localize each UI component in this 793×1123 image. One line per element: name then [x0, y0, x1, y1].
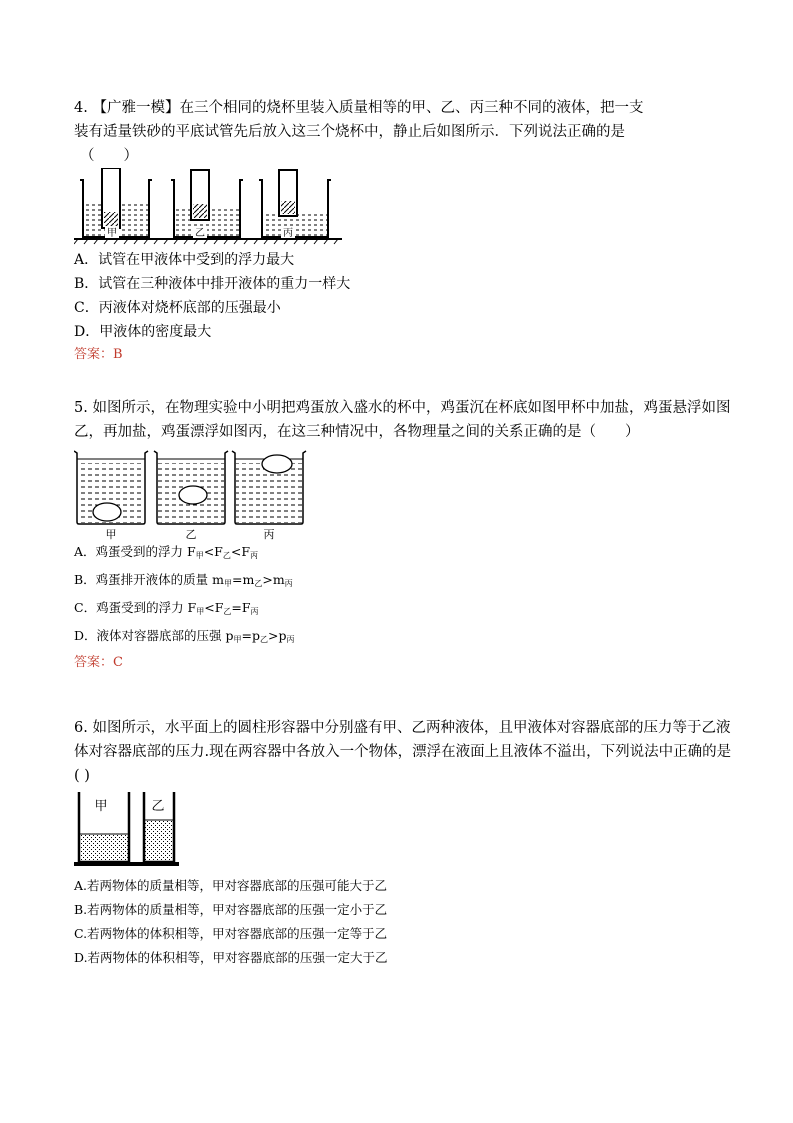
q6-figure-containers [74, 792, 184, 870]
q4-stem-line3: （ ） [80, 148, 138, 164]
q4-option-c: C．丙液体对烧杯底部的压强最小 [74, 300, 281, 316]
q5-beaker-jia [74, 451, 148, 524]
question-4 [74, 96, 724, 366]
q6-stem-line1: 6. 如图所示，水平面上的圆柱形容器中分别盛有甲、乙两种液体，且甲液体对容器底部的压力等于乙液 [74, 720, 731, 736]
q5-beaker-yi [154, 451, 228, 524]
q6-option-c: C.若两物体的体积相等，甲对容器底部的压强一定等于乙 [74, 926, 388, 941]
q4-label-jia: 甲 [107, 228, 117, 239]
q4-stem-line1: 4. 【广雅一模】在三个相同的烧杯里装入质量相等的甲、乙、丙三种不同的液体，把一支 [74, 100, 644, 116]
question-5 [74, 396, 731, 674]
q5-figure-beakers [74, 448, 314, 540]
q5-option-d: D．液体对容器底部的压强 $p_甲=p_乙>p_丙$ [74, 628, 295, 644]
q6-option-d: D.若两物体的体积相等，甲对容器底部的压强一定大于乙 [74, 950, 388, 965]
q4-label-bing: 丙 [283, 228, 293, 239]
q6-option-a: A.若两物体的质量相等，甲对容器底部的压强可能大于乙 [74, 878, 388, 893]
q4-label-yi: 乙 [195, 228, 205, 239]
q6-stem-line3: ( ) [74, 768, 90, 784]
q5-label-yi: 乙 [185, 528, 197, 540]
q5-option-b: B．鸡蛋排开液体的质量 $m_甲=m_乙>m_丙$ [74, 572, 293, 588]
q4-option-d: D．甲液体的密度最大 [74, 324, 212, 340]
q6-stem-line2: 体对容器底部的压力.现在两容器中各放入一个物体，漂浮在液面上且液体不溢出，下列说法中正确的是 [74, 744, 732, 760]
q5-option-c: C．鸡蛋受到的浮力 $F_甲<F_乙=F_丙$ [74, 600, 259, 616]
question-6 [74, 716, 732, 970]
q4-option-a: A．试管在甲液体中受到的浮力最大 [74, 252, 295, 268]
q5-label-bing: 丙 [263, 528, 275, 540]
q6-label-jia: 甲 [94, 799, 108, 814]
q6-label-yi: 乙 [151, 799, 165, 814]
q4-stem-line2: 装有适量铁砂的平底试管先后放入这三个烧杯中，静止后如图所示．下列说法正确的是 [74, 124, 625, 140]
q4-figure-beakers [74, 168, 344, 248]
q4-option-b: B．试管在三种液体中排开液体的重力一样大 [74, 276, 351, 292]
q5-stem-line1: 5. 如图所示，在物理实验中小明把鸡蛋放入盛水的杯中，鸡蛋沉在杯底如图甲杯中加盐，鸡蛋悬浮如图 [74, 400, 731, 416]
q6-option-b: B.若两物体的质量相等，甲对容器底部的压强一定小于乙 [74, 902, 388, 917]
q4-answer: 答案：B [74, 347, 123, 362]
q5-stem-line2: 乙，再加盐，鸡蛋漂浮如图丙，在这三种情况中，各物理量之间的关系正确的是（ ） [74, 424, 640, 440]
q5-label-jia: 甲 [105, 528, 117, 540]
q5-answer: 答案：C [74, 655, 123, 670]
q5-beaker-bing [232, 451, 306, 524]
q5-option-a: A．鸡蛋受到的浮力 $F_甲<F_乙<F_丙$ [74, 544, 258, 560]
